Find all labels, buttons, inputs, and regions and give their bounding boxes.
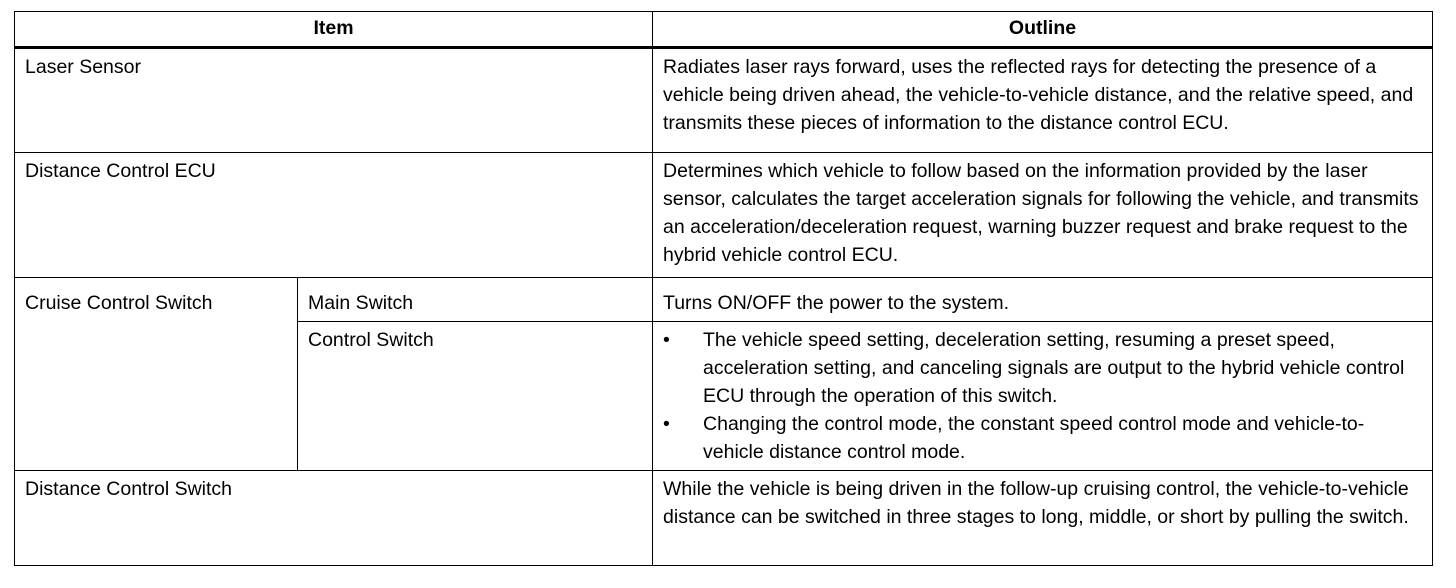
list-item-text: The vehicle speed setting, deceleration setting, resuming a preset speed, acceleration setting, and canceling signals are output to the hybrid vehicle control ECU through the operation of this switch. xyxy=(703,329,1405,407)
list-item-text: Changing the control mode, the constant speed control mode and vehicle-to-vehicle distance control mode. xyxy=(703,413,1365,463)
table-row xyxy=(15,48,1433,153)
cell-item-distance-control-ecu: Distance Control ECU xyxy=(15,153,653,278)
cell-item-distance-control-switch: Distance Control Switch xyxy=(15,471,653,566)
bullet-icon: • xyxy=(663,329,670,351)
cell-outline-main-switch: Turns ON/OFF the power to the system. xyxy=(653,278,1433,322)
cell-outline-distance-control-switch: While the vehicle is being driven in the follow-up cruising control, the vehicle-to-vehicle distance can be switched in three stages to long, middle, or short by pulling the switch. xyxy=(653,471,1433,566)
cell-item-cruise-control-switch: Cruise Control Switch xyxy=(15,278,298,471)
table-header-row xyxy=(15,12,1433,48)
bullet-icon: • xyxy=(663,413,670,435)
cell-outline-control-switch xyxy=(653,322,1433,471)
control-switch-bullet-list xyxy=(663,326,1422,466)
cell-outline-laser-sensor: Radiates laser rays forward, uses the reflected rays for detecting the presence of a vehicle being driven ahead, the vehicle-to-vehicle distance, and the relative speed, and transmits these pieces of information to the distance control ECU. xyxy=(653,48,1433,153)
table-row xyxy=(15,153,1433,278)
cell-outline-distance-control-ecu: Determines which vehicle to follow based on the information provided by the laser sensor, calculates the target acceleration signals for following the vehicle, and transmits an acceleration/deceleration request, warning buzzer request and brake request to the hybrid vehicle control ECU. xyxy=(653,153,1433,278)
list-item xyxy=(663,326,1422,410)
table-row xyxy=(15,471,1433,566)
table-row xyxy=(15,278,1433,322)
header-outline: Outline xyxy=(653,12,1433,48)
spec-table xyxy=(14,11,1433,566)
header-item: Item xyxy=(15,12,653,48)
cell-subitem-control-switch: Control Switch xyxy=(298,322,653,471)
cell-subitem-main-switch: Main Switch xyxy=(298,278,653,322)
list-item xyxy=(663,410,1422,466)
cell-item-laser-sensor: Laser Sensor xyxy=(15,48,653,153)
